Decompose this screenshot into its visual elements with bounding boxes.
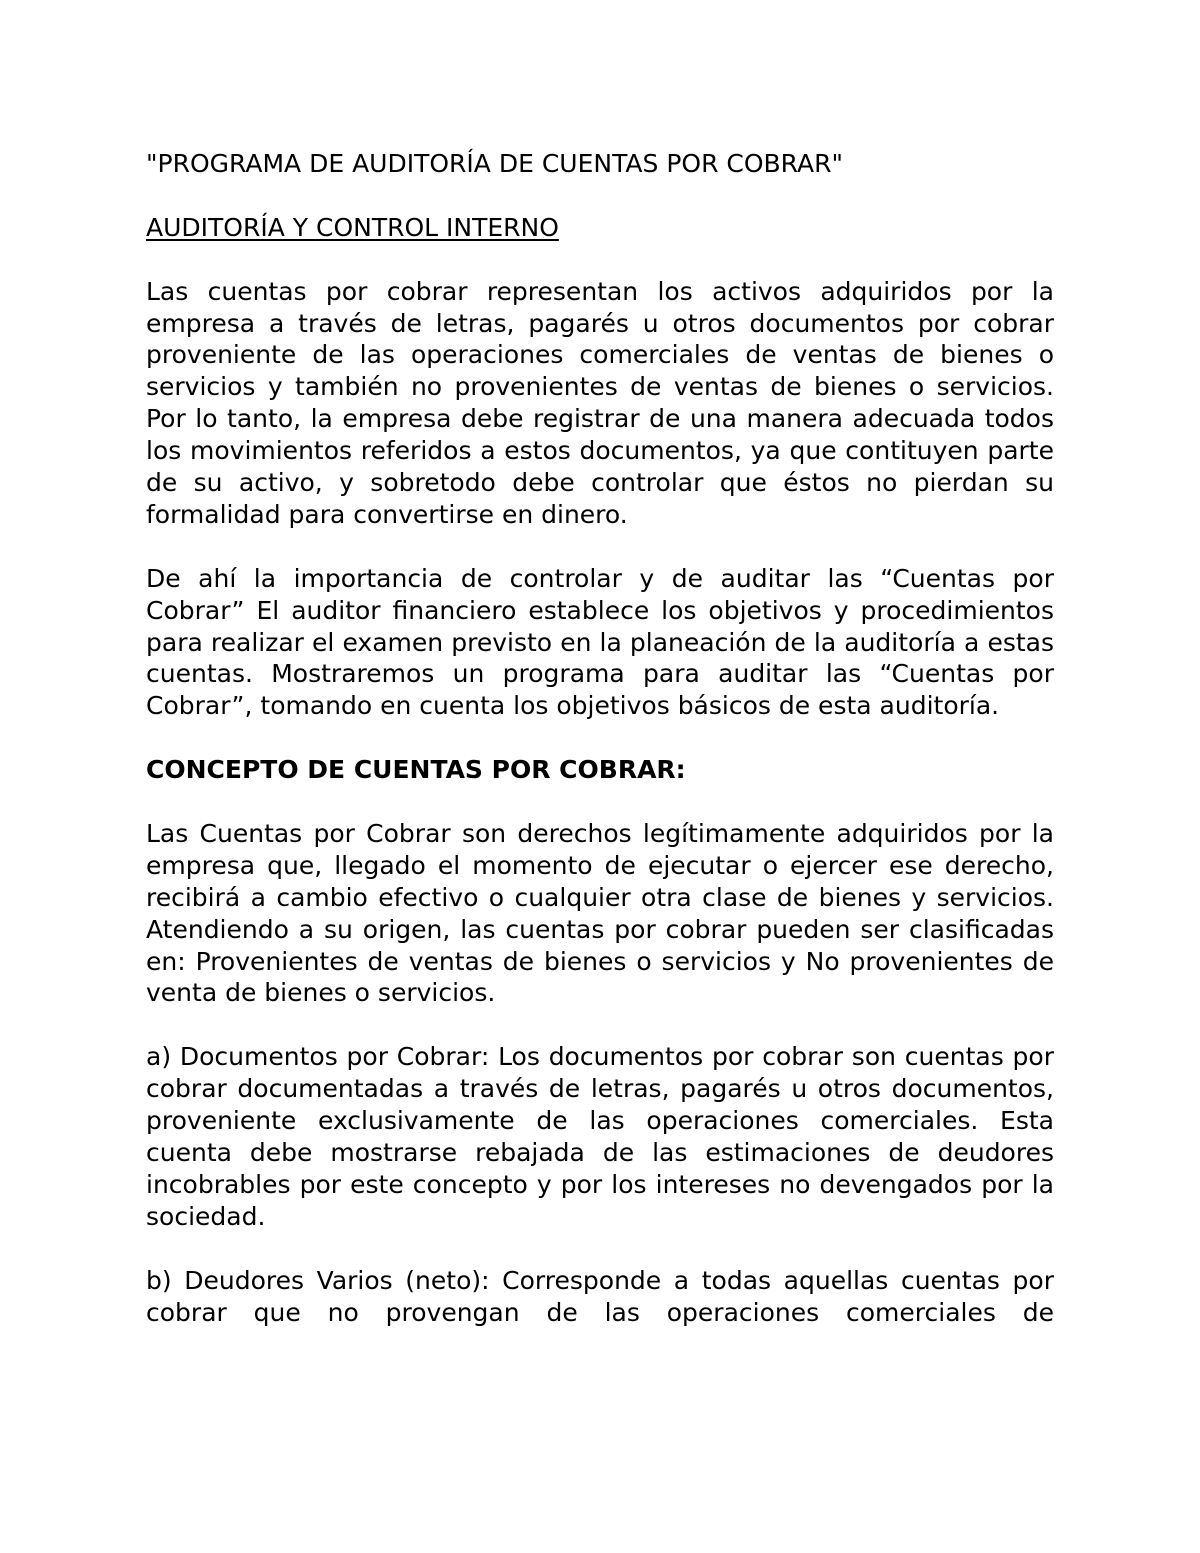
section-heading-concept: CONCEPTO DE CUENTAS POR COBRAR: <box>146 755 686 785</box>
document-title: "PROGRAMA DE AUDITORÍA DE CUENTAS POR COBRAR" <box>146 149 844 178</box>
document-body <box>146 148 1054 1328</box>
paragraph-audit-importance: De ahí la importancia de controlar y de auditar las “Cuentas por Cobrar” El auditor financiero establece los objetivos y procedimientos para realizar el examen previsto en la planeación de la auditoría a estas cuentas. Mostraremos un programa para auditar las “Cuentas por Cobrar”, tomando en cuenta los objetivos básicos de esta auditoría. <box>146 563 1054 721</box>
paragraph-documents-receivable: a) Documentos por Cobrar: Los documentos por cobrar son cuentas por cobrar documentadas a través de letras, pagarés u otros documentos, proveniente exclusivamente de las operaciones comerciales. Esta cuenta debe mostrarse rebajada de las estimaciones de deudores incobrables por este concepto y por los intereses no devengados por la sociedad. <box>146 1042 1054 1231</box>
paragraph-concept-definition: Las Cuentas por Cobrar son derechos legítimamente adquiridos por la empresa que, llegado el momento de ejecutar o ejercer ese derecho, recibirá a cambio efectivo o cualquier otra clase de bienes y servicios. Atendiendo a su origen, las cuentas por cobrar pueden ser clasificadas en: Provenientes de ventas de bienes o servicios y No provenientes de venta de bienes o servicios. <box>146 818 1054 1008</box>
section-heading-audit-internal-control: AUDITORÍA Y CONTROL INTERNO <box>146 212 559 242</box>
paragraph-sundry-debtors: b) Deudores Varios (neto): Corresponde a todas aquellas cuentas por cobrar que no provengan de las operaciones comerciales de <box>146 1265 1054 1327</box>
paragraph-accounts-receivable-intro: Las cuentas por cobrar representan los activos adquiridos por la empresa a través de letras, pagarés u otros documentos por cobrar proveniente de las operaciones comerciales de ventas de bienes o servicios y también no provenientes de ventas de bienes o servicios. Por lo tanto, la empresa debe registrar de una manera adecuada todos los movimientos referidos a estos documentos, ya que contituyen parte de su activo, y sobretodo debe controlar que éstos no pierdan su formalidad para convertirse en dinero. <box>146 276 1054 529</box>
